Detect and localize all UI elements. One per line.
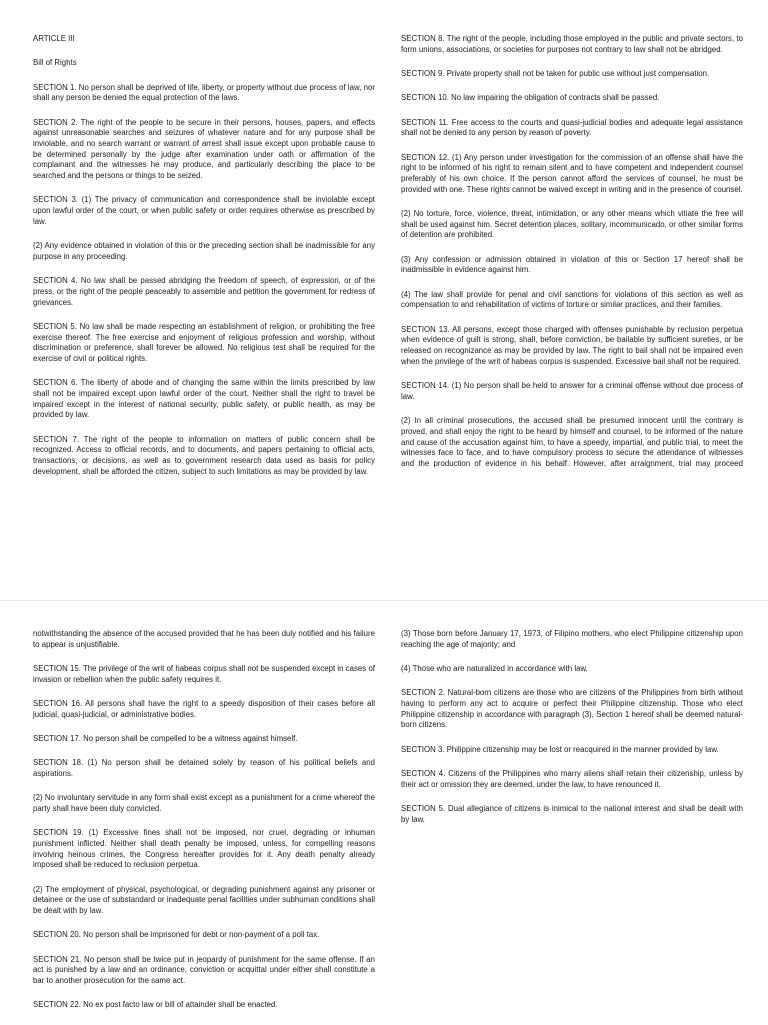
article-heading: ARTICLE III <box>33 34 75 43</box>
section-11: SECTION 11. Free access to the courts and quasi-judicial bodies and adequate legal assistance shall not be denied to any person by reason of poverty. <box>401 117 743 138</box>
section-4: SECTION 4. No law shall be passed abridging the freedom of speech, of expression, or of the press, or the right of the people peaceably to assemble and petition the government for redress of grievances. <box>33 276 375 307</box>
section-14-2-continued: notwithstanding the absence of the accused provided that he has been duly notified and his failure to appear is unjustifiable. <box>33 629 375 649</box>
section-14-2: (2) In all criminal prosecutions, the accused shall be presumed innocent until the contrary is proved, and shall enjoy the right to be heard by himself and counsel, to be informed of the nature and cause of the accusation against him, to have a speedy, impartial, and public trial, to meet the witnesses face to face, and to have compulsory process to secure the attendance of witnesses and the production of evidence in his behalf. However, after arraignment, trial may proceed <box>401 416 743 468</box>
bill-of-rights-title: Bill of Rights <box>33 58 77 68</box>
citizenship-section-1-4: (4) Those who are naturalized in accordance with law. <box>401 664 588 673</box>
citizenship-section-2: SECTION 2. Natural-born citizens are those who are citizens of the Philippines from birth without having to perform any act to acquire or perfect their Philippine citizenship. Those who elect Philippine citizenship in accordance with paragraph (3), Section 1 hereof shall be deemed natural-born citizens. <box>401 688 743 730</box>
section-9: SECTION 9. Private property shall not be taken for public use without just compensation. <box>401 69 710 78</box>
section-19-1: SECTION 19. (1) Excessive fines shall not be imposed, nor cruel, degrading or inhuman punishment inflicted. Neither shall death penalty be imposed, unless, for compelling reasons involving heinous crimes, the Congress hereafter provides for it. Any death penalty already imposed shall be reduced to reclusion perpetua. <box>33 828 375 870</box>
section-3-2: (2) Any evidence obtained in violation of this or the preceding section shall be inadmissible for any purpose in any proceeding. <box>33 241 375 261</box>
section-15: SECTION 15. The privilege of the writ of habeas corpus shall not be suspended except in cases of invasion or rebellion when the public safety requires it. <box>33 664 375 684</box>
citizenship-section-5: SECTION 5. Dual allegiance of citizens is inimical to the national interest and shall be dealt with by law. <box>401 804 743 824</box>
section-12-1: SECTION 12. (1) Any person under investigation for the commission of an offense shall have the right to be informed of his right to remain silent and to have competent and independent counsel preferably of his own choice. If the person cannot afford the services of counsel, he must be provided with one. These rights cannot be waived except in writing and in the presence of counsel. <box>401 152 743 194</box>
section-12-4: (4) The law shall provide for penal and civil sanctions for violations of this section as well as compensation to and rehabilitation of victims of torture or similar practices, and their families. <box>401 289 743 310</box>
section-2: SECTION 2. The right of the people to be secure in their persons, houses, papers, and effects against unreasonable searches and seizures of whatever nature and for any purpose shall be inviolable, and no search warrant or warrant of arrest shall issue except upon probable cause to be determined personally by the judge after examination under oath or affirmation of the complainant and the witnesses he may produce, and particularly describing the place to be searched and the persons or things to be seized. <box>33 117 375 181</box>
page-1-left-column <box>33 34 375 491</box>
document-page-2 <box>0 600 768 1025</box>
section-18-2: (2) No involuntary servitude in any form shall exist except as a punishment for a crime whereof the party shall have been duly convicted. <box>33 793 375 813</box>
section-21: SECTION 21. No person shall be twice put in jeopardy of punishment for the same offense. If an act is punished by a law and an ordinance, conviction or acquittal under either shall constitute a bar to another prosecution for the same act. <box>33 954 375 986</box>
section-20: SECTION 20. No person shall be imprisoned for debt or non-payment of a poll tax. <box>33 930 320 940</box>
section-1: SECTION 1. No person shall be deprived of life, liberty, or property without due process of law, nor shall any person be denied the equal protection of the laws. <box>33 82 375 103</box>
section-18-1: SECTION 18. (1) No person shall be detained solely by reason of his political beliefs and aspirations. <box>33 758 375 778</box>
section-3-1: SECTION 3. (1) The privacy of communication and correspondence shall be inviolable except upon lawful order of the court, or when public safety or order requires otherwise as prescribed by law. <box>33 195 375 226</box>
page-2-right-column <box>401 629 743 839</box>
section-22: SECTION 22. No ex post facto law or bill of attainder shall be enacted. <box>33 1000 278 1010</box>
section-14-1: SECTION 14. (1) No person shall be held to answer for a criminal offense without due process of law. <box>401 381 743 401</box>
citizenship-section-4: SECTION 4. Citizens of the Philippines who marry aliens shall retain their citizenship, unless by their act or omission they are deemed, under the law, to have renounced it. <box>401 769 743 789</box>
page-2-left-column <box>33 629 375 1025</box>
citizenship-section-3: SECTION 3. Philippine citizenship may be lost or reacquired in the manner provided by law. <box>401 744 719 754</box>
section-12-3: (3) Any confession or admission obtained in violation of this or Section 17 hereof shall be inadmissible in evidence against him. <box>401 254 743 275</box>
section-6: SECTION 6. The liberty of abode and of changing the same within the limits prescribed by law shall not be impaired except upon lawful order of the court. Neither shall the right to travel be impaired except in the interest of national security, public safety, or public health, as may be provided by law. <box>33 378 375 420</box>
section-5: SECTION 5. No law shall be made respecting an establishment of religion, or prohibiting the free exercise thereof. The free exercise and enjoyment of religious profession and worship, without discrimination or preference, shall forever be allowed. No religious test shall be required for the exercise of civil or political rights. <box>33 321 375 363</box>
section-16: SECTION 16. All persons shall have the right to a speedy disposition of their cases before all judicial, quasi-judicial, or administrative bodies. <box>33 699 375 719</box>
section-10: SECTION 10. No law impairing the obligation of contracts shall be passed. <box>401 93 660 103</box>
section-17: SECTION 17. No person shall be compelled to be a witness against himself. <box>33 734 298 743</box>
section-13: SECTION 13. All persons, except those charged with offenses punishable by reclusion perpetua when evidence of guilt is strong, shall, before conviction, be bailable by sufficient sureties, or be released on recognizance as may be provided by law. The right to bail shall not be impaired even when the privilege of the writ of habeas corpus is suspended. Excessive bail shall not be required. <box>401 324 743 366</box>
section-19-2: (2) The employment of physical, psychological, or degrading punishment against any prisoner or detainee or the use of substandard or inadequate penal facilities under subhuman conditions shall be dealt with by law. <box>33 884 375 916</box>
section-7: SECTION 7. The right of the people to information on matters of public concern shall be recognized. Access to official records, and to documents, and papers pertaining to official acts, transactions, or decisions, as well as to government research data used as basis for policy development, shall be afforded the citizen, subject to such limitations as may be provided by law. <box>33 434 375 476</box>
citizenship-section-1-3: (3) Those born before January 17, 1973, of Filipino mothers, who elect Philippine citizenship upon reaching the age of majority; and <box>401 629 743 649</box>
section-8: SECTION 8. The right of the people, including those employed in the public and private sectors, to form unions, associations, or societies for purposes not contrary to law shall not be abridged. <box>401 34 743 54</box>
section-12-2: (2) No torture, force, violence, threat, intimidation, or any other means which vitiate the free will shall be used against him. Secret detention places, solitary, incommunicado, or other similar forms of detention are prohibited. <box>401 209 743 240</box>
page-1-right-column <box>401 34 743 483</box>
